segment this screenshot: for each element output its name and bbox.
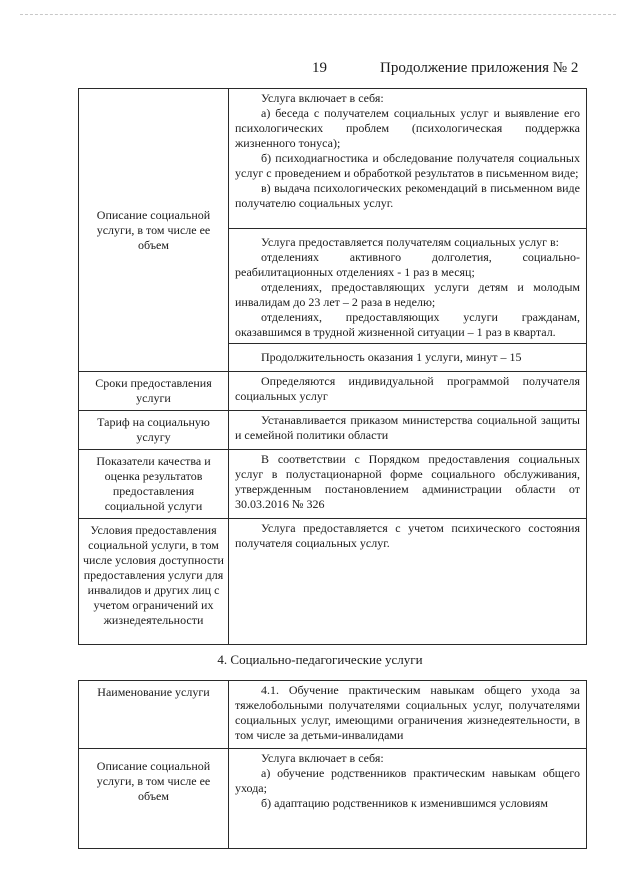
terms-label — [79, 372, 229, 411]
description-label — [79, 89, 229, 372]
quality-label — [79, 450, 229, 519]
quality-cell — [229, 450, 587, 519]
conditions-cell — [229, 519, 587, 645]
block1-item-c: в) выдача психологических рекомендаций в письменном виде получателю социальных услуг. — [235, 181, 580, 210]
description-2-label-text: Описание социальной услуги, в том числе ее объем — [96, 759, 211, 803]
quality-text: В соответствии с Порядком предоставления социальных услуг в полустационарной форме социального обслуживания, утвержденным постановлением администрации области от 30.03.2016 № 326 — [235, 452, 580, 511]
conditions-text: Услуга предоставляется с учетом психического состояния получателя социальных услуг. — [235, 521, 580, 550]
scan-top-edge — [20, 14, 616, 15]
terms-label-text: Сроки предоставления услуги — [95, 376, 212, 405]
service-name-cell — [229, 681, 587, 749]
tariff-label — [79, 411, 229, 450]
block1-intro: Услуга включает в себя: — [261, 91, 384, 105]
terms-text: Определяются индивидуальной программой получателя социальных услуг — [235, 374, 580, 403]
page-number: 19 — [312, 60, 327, 76]
description-2-intro: Услуга включает в себя: — [261, 751, 384, 765]
tariff-text: Устанавливается приказом министерства социальной защиты и семейной политики области — [235, 413, 580, 442]
description-block-1 — [229, 89, 587, 229]
description-label-text: Описание социальной услуги, в том числе ее объем — [96, 207, 211, 252]
service-table-1 — [78, 88, 587, 645]
service-table-2 — [78, 680, 587, 849]
quality-label-text: Показатели качества и оценка результатов предоставления социальной услуги — [96, 454, 211, 513]
block2-item-3: отделениях, предоставляющих услуги гражданам, оказавшимся в трудной жизненной ситуации – 1 раз в квартал. — [235, 310, 580, 339]
duration-cell — [229, 344, 587, 372]
service-name-label-text: Наименование услуги — [97, 685, 210, 699]
description-2-item-b: б) адаптацию родственников к изменившимся условиям — [261, 796, 548, 810]
block2-intro: Услуга предоставляется получателям социальных услуг в: — [261, 235, 559, 249]
block2-item-2: отделениях, предоставляющих услуги детям и молодым инвалидам до 23 лет – 2 раза в неделю; — [235, 280, 580, 309]
description-block-2 — [229, 229, 587, 344]
page-header — [0, 60, 640, 82]
appendix-continuation-note: Продолжение приложения № 2 — [380, 60, 579, 76]
tariff-cell — [229, 411, 587, 450]
service-name-label — [79, 681, 229, 749]
description-2-cell — [229, 749, 587, 849]
terms-cell — [229, 372, 587, 411]
block2-item-1: отделениях активного долголетия, социально-реабилитационных отделениях - 1 раз в месяц; — [235, 250, 580, 279]
section-4-title: 4. Социально-педагогические услуги — [217, 652, 423, 667]
block1-item-a: а) беседа с получателем социальных услуг и выявление его психологических проблем (психологическая поддержка жизненного тонуса); — [235, 106, 580, 150]
block1-item-b: б) психодиагностика и обследование получателя социальных услуг с проведением и обработкой результатов в письменном виде; — [235, 151, 580, 180]
service-name-text: 4.1. Обучение практическим навыкам общего ухода за тяжелобольными получателями социальных услуг, получателями социальных услуг, имеющими ограничения жизнедеятельности, в том числе за детьми-инвалидами — [235, 683, 580, 742]
description-2-label — [79, 749, 229, 849]
tariff-label-text: Тариф на социальную услугу — [97, 415, 210, 444]
duration-text: Продолжительность оказания 1 услуги, минут – 15 — [261, 349, 522, 364]
description-2-item-a: а) обучение родственников практическим навыкам общего ухода; — [235, 766, 580, 795]
conditions-label-text: Условия предоставления социальной услуги, в том числе условия доступности предоставления услуги для инвалидов и других лиц с учетом ограничений их жизнедеятельности — [83, 523, 224, 627]
conditions-label — [79, 519, 229, 645]
